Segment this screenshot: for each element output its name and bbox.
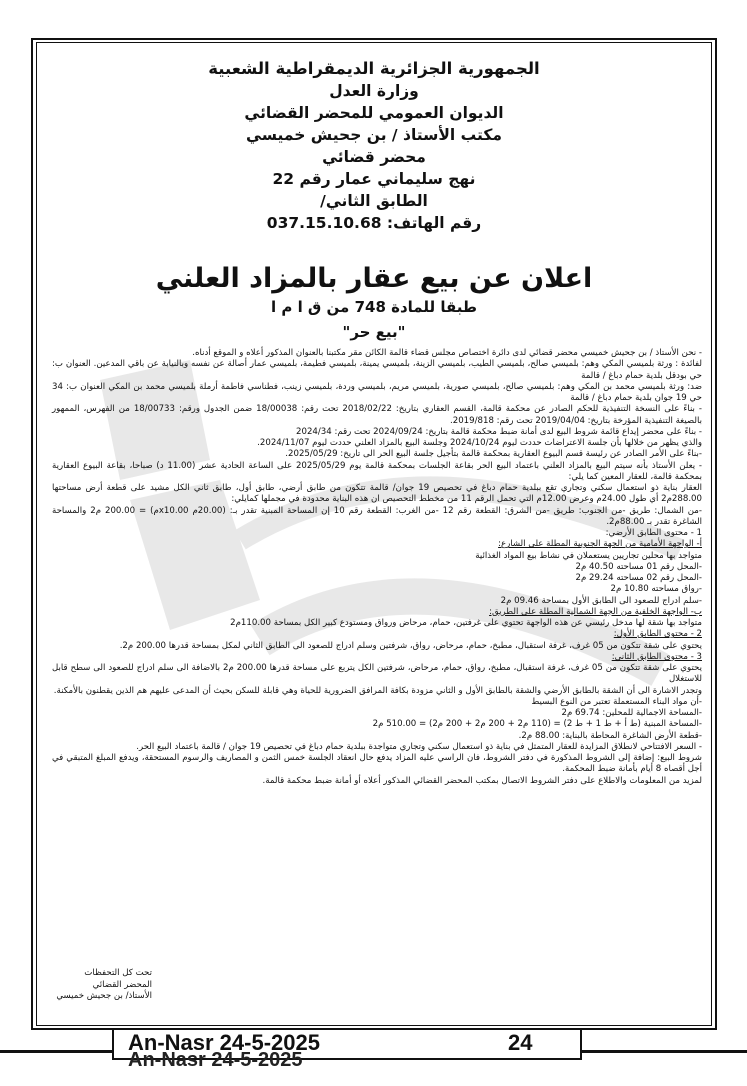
footer-page-number: 24 xyxy=(508,1030,533,1055)
body-paragraph: -المساحة المبنية (ط أ + ط 1 + ط 2) = (110 م2 + 200 م2 + 200 م2) = 510.00 م2 xyxy=(372,719,702,730)
header-street: نهج سليماني عمار رقم 22 xyxy=(272,170,476,188)
body-paragraph: ضد: ورثة بلميسي محمد بن المكي وهم: بلميسي صالح، بلميسي صورية، بلميسي مريم، بلميسي وردة، بلميسي زينب، فطناسي فاطمة أرملة بلميسي محمد بن المكي العنوان ب: 34 حي 19 جوان بلدية حمام دباغ / قالمة xyxy=(52,381,702,403)
body-paragraph: -سلم ادراج للصعود الى الطابق الأول بمساحة 09.46 م2 xyxy=(500,595,702,606)
body-paragraph: - نحن الأستاذ / بن جحيش خميسي محضر قضائي لدى دائرة اختصاص مجلس قضاء قالمة الكائن مقر مكتبنا بالعنوان المذكور أعلاه و الموقع أدناه. xyxy=(192,348,702,358)
body-paragraph: -المحل رقم 01 مساحته 40.50 م2 xyxy=(575,561,702,572)
body-paragraph: متواجد بها شقة لها مدخل رئيسي عن هذه الواجهة تحتوي على غرفتين، حمام، مرحاض ورواق ومستودع كبير الكل بمساحة 110.00م2 xyxy=(230,618,702,628)
letterhead xyxy=(40,58,708,234)
body-paragraph: والذي يظهر من خلالها بأن جلسة الاعتراضات حددت ليوم 2024/10/24 وجلسة البيع بالمزاد العلني حددت ليوم 2024/11/07. xyxy=(257,438,702,448)
body-paragraph: -أن مواد البناء المستعملة تعتبر من النوع البسيط xyxy=(531,696,702,707)
section-heading: 2 - محتوى الطابق الأول: xyxy=(613,629,702,640)
body-paragraph: وتجدر الاشارة الى أن الشقة بالطابق الأرضي والشقة بالطابق الأول و الثاني مزودة بكافة المرافق الضرورية للحياة وهي قابلة للسكن بحيث أن المدعى عليهم هم الذين يقطنون بالأمكنة. xyxy=(53,685,702,696)
announcement-title-block xyxy=(40,262,708,342)
announcement-body xyxy=(52,348,702,787)
body-paragraph: -المساحة الاجمالية للمحلين: 69.74 م2 xyxy=(561,708,702,718)
body-paragraph: لفائدة : ورثة بلميسي المكي وهم: بلميسي صالح، بلميسي الطيب، بلميسي الزينة، بلميسي يمينة، بلميسي فطيمة، بلميسي عمار أصالة عن نفسه وبالنيابة عن باقي المدعين. العنوان ب: حي بودقل بلدية حمام دباغ / قالمة xyxy=(52,359,702,381)
section-heading: 1 - محتوى الطابق الأرضي: xyxy=(605,528,702,538)
header-role: محضر قضائي xyxy=(322,148,426,166)
announcement-sale-type: "بيع حر" xyxy=(342,323,406,341)
body-paragraph: -من الشمال: طريق -من الجنوب: طريق -من الشرق: القطعة رقم 12 -من الغرب: القطعة رقم 10 إن المساحة المبنية تقدر بـ: (20.00م x10.00م) = 200.00 م2 والمساحة الشاغرة تقدر بـ 88.00م2. xyxy=(52,505,703,527)
footer-newspaper-date-echo: An-Nasr 24-5-2025 xyxy=(128,1049,303,1071)
header-office: الديوان العمومي للمحضر القضائي xyxy=(244,104,504,122)
section-heading: ب- الواجهة الخلفية من الجهة الشمالية المطلة على الطريق: xyxy=(489,606,702,617)
body-paragraph: - السعر الافتتاحي لانطلاق المزايدة للعقار المتمثل في بناية ذو استعمال سكني وتجاري متواجدة ببلدية حمام دباغ في تحصيص 19 جوان / قالمة باعتماد البيع الحر. xyxy=(136,741,702,752)
body-paragraph: -قطعة الأرض الشاغرة المحاطة بالبناية: 88.00 م2. xyxy=(518,730,702,741)
body-paragraph: يحتوي على شقة تتكون من 05 غرف، غرفة استقبال، مطبخ، حمام، مرحاض، رواق، شرفتين وسلم ادراج للصعود الى الطابق الثاني لمكل بمساحة قدرها 200.00 م2. xyxy=(119,640,702,651)
signature-block xyxy=(52,968,152,1003)
body-paragraph: - بناءً على النسخة التنفيذية للحكم الصادر عن محكمة قالمة، القسم العقاري بتاريخ: 2018/02/22 تحت رقم: 18/00038 ضمن الجدول ورقم: 18/00733 من الفهرس، الممهور بالصيغة التنفيذية المؤرخة بتاريخ: 2019/04/04 تحت رقم: 2019/818. xyxy=(52,404,702,426)
body-paragraph: لمزيد من المعلومات والاطلاع على دفتر الشروط الاتصال بمكتب المحضر القضائي المذكور أعلاه أو أمانة ضبط محكمة قالمة. xyxy=(262,775,702,786)
header-republic: الجمهورية الجزائرية الديمقراطية الشعبية xyxy=(208,59,540,78)
body-paragraph: متواجد بها محلين تجاريين يستعملان في نشاط بيع المواد الغذائية xyxy=(475,550,702,561)
announcement-title: اعلان عن بيع عقار بالمزاد العلني xyxy=(155,263,593,294)
signature-name: الأستاذ/ بن جحيش خميسي xyxy=(56,991,152,1001)
body-paragraph: يحتوي على شقة تتكون من 05 غرف، غرفة استقبال، مطبخ، رواق، حمام، مرحاض، شرفتين الكل يتربع على مساحة قدرها 200.00 م2 بالاضافة الى سلم ادراج للصعود الى سطح قابل للاستغلال xyxy=(52,663,702,685)
header-bailiff-name: مكتب الأستاذ / بن جحيش خميسي xyxy=(246,126,502,144)
body-paragraph: -بناءً على الأمر الصادر عن رئيسة قسم البيوع العقارية بمحكمة قالمة بتأجيل جلسة البيع الحر الى تاريخ: 2025/05/29. xyxy=(285,449,702,460)
signature-title: المحضر القضائي xyxy=(92,979,152,990)
body-paragraph: - بناءً على محضر إيداع قائمة شروط البيع لدى أمانة ضبط محكمة قالمة بتاريخ: 2024/09/24 تحت رقم: 2024/34 xyxy=(296,426,702,437)
signature-reservation: تحت كل التحفظات xyxy=(84,968,152,978)
body-paragraph: - يعلن الأستاذ بأنه سيتم البيع بالمزاد العلني باعتماد البيع الحر بقاعة الجلسات بمحكمة قالمة يوم 2025/05/29 على الساعة الحادية عشر (11.00 د) صباحا، بقاعة البيوع العقارية بمحكمة قالمة، للعقار المعين كما يلي: xyxy=(52,460,702,482)
header-floor: الطابق الثاني/ xyxy=(320,192,428,210)
announcement-legal-basis: طبقا للمادة 748 من ق ا م ا xyxy=(270,298,478,316)
section-heading: 3 - محتوى الطابق الثاني: xyxy=(611,651,702,662)
body-paragraph: شروط البيع: إضافة إلى الشروط المذكورة في دفتر الشروط، فان الراسي عليه المزاد يدفع حال انعقاد الجلسة خمس الثمن و المصاريف والرسوم المستحقة، ويدفع المبلغ المتبقي في أجل أقصاه 8 أيام بأمانة ضبط المحكمة. xyxy=(52,753,702,775)
footer-newspaper-date: An-Nasr 24-5-2025 xyxy=(128,1030,320,1055)
body-paragraph: -المحل رقم 02 مساحته 29.24 م2 xyxy=(575,573,702,583)
header-phone: رقم الهاتف: 037.15.10.68 xyxy=(266,214,482,232)
header-ministry: وزارة العدل xyxy=(329,82,419,100)
section-heading: أ- الواجهة الأمامية من الجهة الجنوبية المطلة على الشارع: xyxy=(498,539,702,550)
body-paragraph: العقار بناية ذو استعمال سكني وتجاري تقع ببلدية حمام دباغ في تحصيص 19 جوان/ قالمة تتكون من طابق أرضي، طابق أول، طابق ثاني الكل مشيد على قطعة أرض مساحتها 288.00م2 أي طول 24.00م وعرض 12.00م التي تحمل الرقم 11 من مخطط التحصيص ان هذه البناية محدودة في مجملها كمايلي: xyxy=(52,483,702,505)
body-paragraph: -رواق مساحته 10.80 م2 xyxy=(610,584,702,595)
